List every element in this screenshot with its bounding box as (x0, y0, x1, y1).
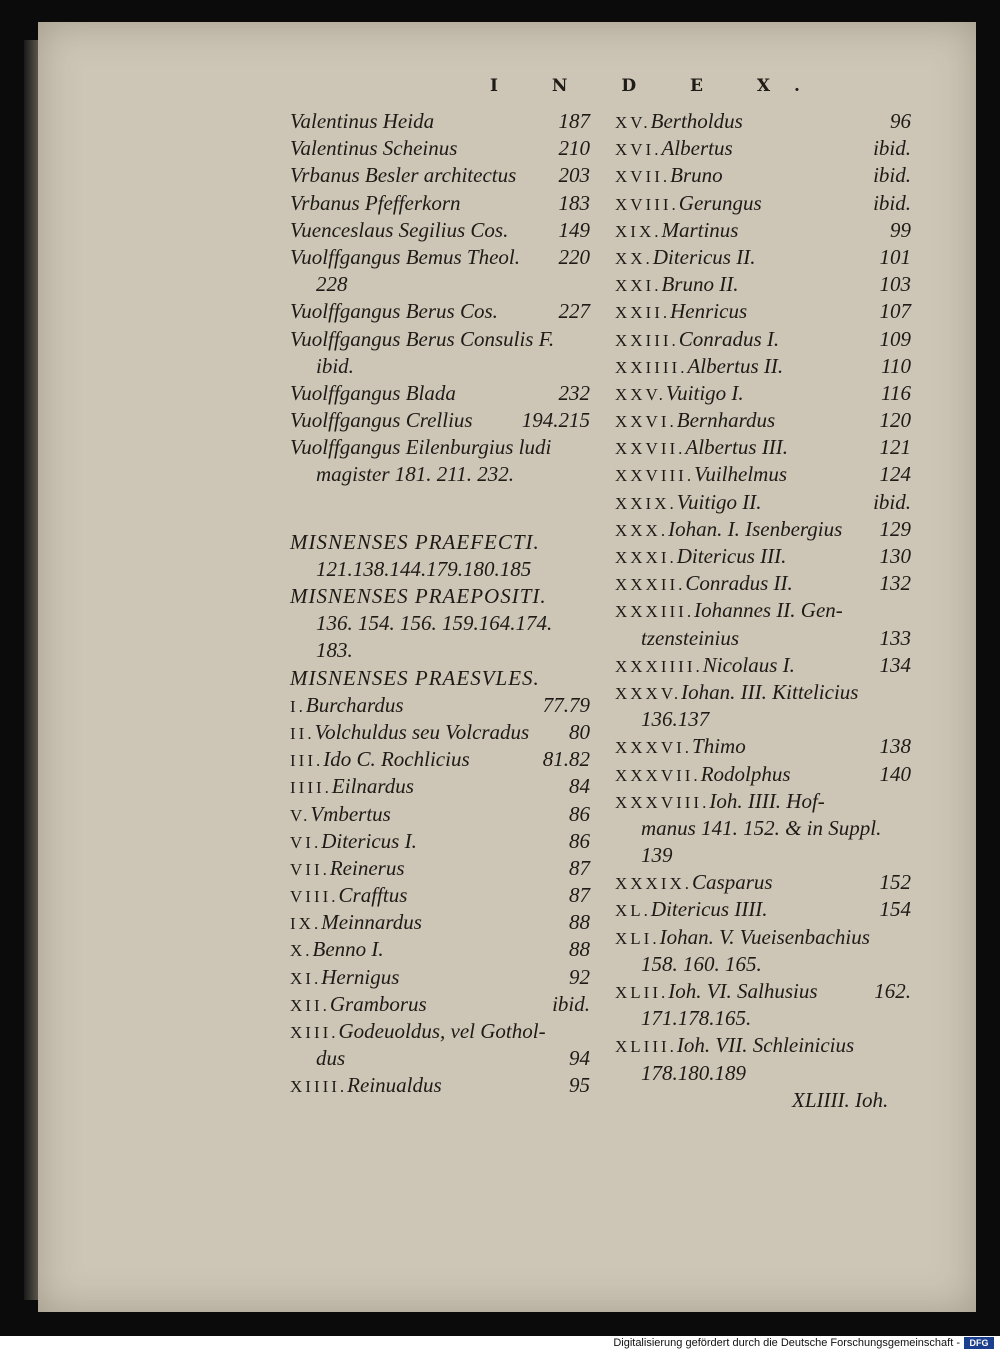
index-entry (615, 162, 911, 189)
page-reference: 149 (558, 217, 590, 242)
index-entry (615, 543, 911, 570)
entry-name: Vuolffgangus Blada (290, 380, 456, 405)
entry-name: Burchardus (305, 692, 404, 717)
index-entry (290, 746, 590, 773)
entry-continuation-text: manus 141. 152. & in Suppl. (641, 815, 882, 840)
index-entry (615, 1032, 911, 1059)
index-entry (290, 162, 590, 189)
entry-name: Iohan. I. Isenbergius (668, 516, 843, 541)
section-heading-text: MISNENSES PRAESVLES. (290, 665, 540, 690)
entry-name: Reinualdus (347, 1073, 442, 1098)
index-entry (290, 108, 590, 135)
roman-numeral: XXXI. (615, 548, 677, 567)
entry-name: Meinnardus (321, 910, 422, 935)
roman-numeral: XXVI. (615, 412, 677, 432)
page-reference: 107 (879, 299, 911, 324)
roman-numeral: XLIII. (615, 1037, 677, 1057)
index-entry-continuation (290, 271, 590, 298)
roman-numeral: XXXIIII. (615, 656, 703, 676)
entry-name: Ditericus IIII. (650, 897, 768, 922)
index-entry (290, 1018, 590, 1045)
page-reference: 120 (879, 408, 911, 433)
page-reference: 88 (569, 937, 590, 962)
roman-numeral: XVII. (615, 167, 671, 187)
index-entry (290, 882, 590, 909)
page-reference: 103 (879, 272, 911, 297)
entry-name: Vuitigo II. (676, 489, 762, 514)
section-heading (290, 583, 590, 610)
index-column-right (615, 108, 911, 1087)
entry-name: Vuolffgangus Berus Cos. (290, 299, 498, 324)
entry-name: Vrbanus Pfefferkorn (290, 190, 461, 215)
entry-continuation-text: 158. 160. 165. (641, 951, 762, 976)
entry-name: Ido C. Rochlicius (323, 747, 470, 772)
page-reference: 80 (569, 719, 590, 744)
roman-numeral: V. (290, 805, 311, 825)
entry-continuation-text: 183. (316, 638, 353, 663)
roman-numeral: VIII. (290, 887, 339, 907)
page-reference: 220 (558, 244, 590, 269)
index-entry (290, 964, 590, 991)
index-entry (615, 489, 911, 516)
page-reference: 84 (569, 774, 590, 799)
page-reference: 194.215 (521, 408, 590, 433)
funding-note: Digitalisierung gefördert durch die Deutsche Forschungsgemeinschaft - (613, 1337, 960, 1349)
page-reference: 203 (558, 163, 590, 188)
entry-continuation-text: 121.138.144.179.180.185 (316, 556, 532, 581)
roman-numeral: XVIII. (615, 194, 679, 214)
entry-name: Rodolphus (700, 761, 791, 786)
index-entry-continuation (615, 842, 911, 869)
page-reference: ibid. (873, 136, 911, 161)
page-reference: 183 (558, 190, 590, 215)
index-entry-continuation (290, 353, 590, 380)
index-entry (615, 353, 911, 380)
roman-numeral: XXIIII. (615, 357, 688, 377)
page-reference: 110 (881, 353, 911, 378)
index-entry (290, 1072, 590, 1099)
entry-continuation-text: tzensteinius (641, 625, 739, 650)
section-heading-text: MISNENSES PRAEFECTI. (290, 529, 540, 554)
roman-numeral: XL. (615, 901, 651, 921)
index-entry (290, 298, 590, 325)
index-entry-continuation (615, 625, 911, 652)
page-reference: 99 (890, 217, 911, 242)
roman-numeral: XLII. (615, 983, 669, 1002)
section-heading (290, 529, 590, 556)
index-entry-continuation (290, 1045, 590, 1072)
index-entry (290, 719, 590, 746)
roman-numeral: XV. (615, 113, 651, 132)
index-entry (615, 434, 911, 461)
index-entry (615, 733, 911, 760)
entry-name: Vuolffgangus Bemus Theol. (290, 244, 521, 269)
entry-name: Vuolffgangus Eilenburgius ludi (290, 435, 552, 460)
roman-numeral: XI. (290, 968, 322, 988)
roman-numeral: IX. (290, 914, 322, 934)
page-reference: 187 (558, 109, 590, 133)
page-reference: 121 (879, 435, 911, 460)
index-entry (290, 380, 590, 407)
roman-numeral: XXVII. (615, 439, 686, 459)
entry-continuation-text: 178.180.189 (641, 1060, 746, 1085)
index-entry (615, 924, 911, 951)
entry-name: Godeuoldus, vel Gothol- (338, 1019, 546, 1043)
index-entry-continuation (615, 706, 911, 733)
page-reference: 210 (558, 136, 590, 161)
index-entry-continuation (615, 1060, 911, 1087)
roman-numeral: XXII. (615, 303, 671, 323)
page-reference: ibid. (873, 163, 911, 188)
entry-name: Martinus (661, 217, 739, 242)
entry-name: Henricus (670, 299, 748, 324)
index-entry-continuation (290, 556, 590, 583)
index-entry (615, 896, 911, 923)
entry-continuation-text: 136.137 (641, 707, 710, 732)
index-entry (615, 271, 911, 298)
index-entry (615, 516, 911, 543)
roman-numeral: XII. (290, 995, 330, 1015)
entry-continuation-text: ibid. (316, 353, 354, 378)
index-entry (290, 828, 590, 855)
index-entry (615, 108, 911, 135)
page-edge (24, 40, 38, 1300)
index-entry-continuation (290, 637, 590, 664)
entry-name: Iohan. III. Kittelicius (681, 679, 859, 704)
roman-numeral: XXV. (615, 384, 666, 404)
page-reference: ibid. (552, 991, 590, 1016)
entry-name: Valentinus Heida (290, 109, 435, 133)
page-reference: 109 (879, 326, 911, 351)
roman-numeral: II. (290, 723, 315, 743)
index-entry (615, 597, 911, 624)
roman-numeral: XXI. (615, 276, 662, 296)
entry-name: Vuitigo I. (665, 380, 744, 405)
dfg-logo: DFG (964, 1337, 994, 1349)
index-entry (615, 298, 911, 325)
roman-numeral: XIII. (290, 1023, 339, 1042)
entry-name: Volchuldus seu Volcradus (314, 719, 530, 744)
page-reference: 129 (879, 516, 911, 541)
index-entry-continuation (615, 1005, 911, 1032)
page-reference: 88 (569, 910, 590, 935)
page-reference: 101 (879, 244, 911, 269)
roman-numeral: XXVIII. (615, 466, 695, 486)
roman-numeral: XXXII. (615, 575, 686, 595)
entry-name: Gramborus (329, 991, 427, 1016)
entry-name: Vrbanus Besler architectus (290, 163, 517, 188)
roman-numeral: XXIII. (615, 330, 679, 350)
page-reference: 152 (879, 870, 911, 895)
index-entry (615, 761, 911, 788)
page-reference: 140 (879, 761, 911, 786)
entry-continuation-text: 228 (316, 272, 348, 297)
entry-name: Thimo (692, 734, 746, 759)
page-reference: 96 (890, 109, 911, 133)
entry-name: Ioh. VII. Schleinicius (676, 1033, 855, 1058)
entry-continuation-text: 139 (641, 843, 673, 868)
spacer (290, 489, 590, 529)
index-entry (290, 217, 590, 244)
page-reference: 81.82 (542, 747, 590, 772)
entry-continuation-text: magister 181. 211. 232. (316, 462, 514, 487)
entry-name: Bernhardus (676, 408, 776, 433)
entry-name: Ioh. VI. Salhusius (668, 979, 818, 1003)
roman-numeral: XXXIX. (615, 874, 693, 894)
roman-numeral: XXXVII. (615, 765, 701, 785)
page-reference: 116 (881, 380, 911, 405)
entry-name: Vuolffgangus Berus Consulis F. (290, 326, 555, 351)
roman-numeral: I. (290, 696, 306, 716)
entry-name: Conradus II. (685, 571, 793, 596)
index-entry (290, 936, 590, 963)
index-entry (290, 909, 590, 936)
running-title: I N D E X. (490, 76, 824, 96)
entry-name: Ioh. IIII. Hof- (709, 788, 825, 813)
index-entry (290, 434, 590, 461)
page-reference: 95 (569, 1073, 590, 1098)
index-entry (615, 326, 911, 353)
index-entry (290, 855, 590, 882)
roman-numeral: XIIII. (290, 1077, 348, 1097)
entry-continuation-text: 136. 154. 156. 159.164.174. (316, 611, 553, 636)
section-heading-text: MISNENSES PRAEPOSITI. (290, 584, 547, 608)
roman-numeral: III. (290, 751, 324, 771)
index-entry (615, 190, 911, 217)
entry-name: Valentinus Scheinus (290, 136, 458, 161)
entry-name: Ditericus III. (676, 544, 787, 568)
index-entry (615, 461, 911, 488)
catchword: XLIIII. Ioh. (792, 1088, 889, 1112)
roman-numeral: XVI. (615, 140, 662, 160)
index-entry-continuation (290, 461, 590, 488)
page-reference: 124 (879, 462, 911, 487)
roman-numeral: XXIX. (615, 493, 677, 513)
entry-name: Nicolaus I. (702, 652, 795, 677)
page-reference: 232 (558, 380, 590, 405)
page-reference: 92 (569, 964, 590, 989)
roman-numeral: XIX. (615, 221, 662, 241)
entry-name: Benno I. (312, 937, 384, 962)
entry-continuation-text: dus (316, 1046, 346, 1071)
index-entry-continuation (615, 951, 911, 978)
index-column-left (290, 108, 590, 1100)
index-entry (615, 135, 911, 162)
page-reference: ibid. (873, 489, 911, 514)
page-reference: 138 (879, 734, 911, 759)
entry-name: Iohan. V. Vueisenbachius (659, 924, 870, 949)
roman-numeral: XXX. (615, 520, 669, 540)
footer-bar (0, 1336, 1000, 1351)
entry-name: Gerungus (678, 190, 762, 215)
index-entry (615, 380, 911, 407)
roman-numeral: XXXIII. (615, 602, 695, 622)
page-reference: ibid. (873, 190, 911, 215)
page-reference: 227 (558, 299, 590, 324)
entry-name: Bertholdus (650, 109, 743, 133)
entry-name: Ditericus II. (652, 244, 756, 269)
roman-numeral: XXXV. (615, 683, 682, 703)
entry-name: Crafftus (338, 883, 408, 908)
entry-name: Vuolffgangus Crellius (290, 408, 473, 433)
index-entry (290, 407, 590, 434)
index-entry (615, 407, 911, 434)
index-entry (290, 692, 590, 719)
roman-numeral: XLI. (615, 928, 660, 948)
page-reference: 154 (879, 897, 911, 922)
index-entry (290, 326, 590, 353)
entry-name: Iohannes II. Gen- (694, 598, 843, 623)
index-entry (290, 801, 590, 828)
index-entry (615, 788, 911, 815)
entry-name: Bruno II. (661, 272, 739, 297)
roman-numeral: XXXVIII. (615, 792, 710, 812)
index-entry (290, 244, 590, 271)
roman-numeral: IIII. (290, 778, 332, 798)
entry-name: Vuenceslaus Segilius Cos. (290, 217, 509, 242)
entry-name: Casparus (692, 870, 773, 895)
page-reference: 130 (879, 544, 911, 568)
page-reference: 87 (569, 855, 590, 880)
roman-numeral: X. (290, 941, 313, 961)
index-entry-continuation (615, 815, 911, 842)
entry-name: Albertus (661, 136, 733, 161)
index-entry (290, 135, 590, 162)
page-reference: 87 (569, 883, 590, 908)
index-entry (290, 773, 590, 800)
index-entry-continuation (290, 610, 590, 637)
roman-numeral: XXXVI. (615, 738, 693, 758)
index-entry (615, 978, 911, 1005)
roman-numeral: VII. (290, 859, 330, 879)
entry-name: Albertus II. (687, 353, 784, 378)
page-reference: 94 (569, 1046, 590, 1071)
page-reference: 162. (874, 979, 911, 1003)
page-reference: 133 (879, 625, 911, 650)
page-reference: 86 (569, 801, 590, 826)
entry-name: Hernigus (321, 964, 400, 989)
entry-name: Conradus I. (678, 326, 780, 351)
entry-name: Vuilhelmus (694, 462, 788, 487)
page-reference: 86 (569, 828, 590, 853)
entry-name: Albertus III. (685, 435, 789, 460)
page-reference: 77.79 (542, 692, 590, 717)
index-entry (615, 217, 911, 244)
page-reference: 132 (879, 571, 911, 596)
index-entry (290, 991, 590, 1018)
roman-numeral: XX. (615, 248, 653, 268)
entry-name: Reinerus (329, 855, 405, 880)
section-heading (290, 665, 590, 692)
index-entry (615, 869, 911, 896)
entry-name: Ditericus I. (321, 828, 417, 853)
index-entry (290, 190, 590, 217)
entry-continuation-text: 171.178.165. (641, 1006, 752, 1031)
index-entry (615, 679, 911, 706)
index-entry (615, 652, 911, 679)
page-reference: 134 (879, 652, 911, 677)
index-entry (615, 244, 911, 271)
entry-name: Bruno (670, 163, 723, 188)
entry-name: Eilnardus (331, 774, 414, 799)
roman-numeral: VI. (290, 832, 322, 852)
entry-name: Vmbertus (310, 801, 391, 826)
index-entry (615, 570, 911, 597)
